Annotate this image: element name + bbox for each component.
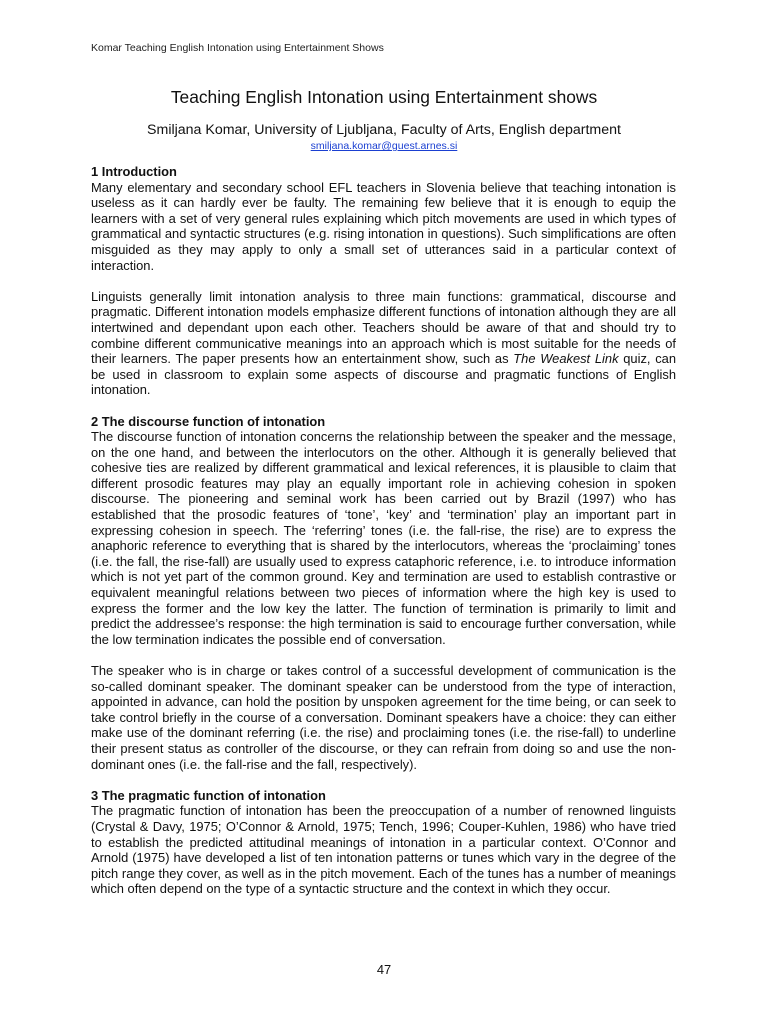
section-heading: 2 The discourse function of intonation: [91, 413, 326, 429]
paragraph: The pragmatic function of intonation has been the preoccupation of a number of renowned linguists (Crystal & Davy, 1975; O’Connor & Arnold, 1975; Tench, 1996; Couper-Kuhlen, 1986) who have tried to establish the predicted attitudinal meanings of intonation in a particular context. O’Connor and Arnold (1975) have developed a list of ten intonation patterns or tunes which vary in the degree of the pitch range they cover, as well as in the pitch movement. Each of the tunes has a number of meanings which often depend on the type of a syntactic structure and the context in which they occur.: [91, 803, 676, 897]
paragraph: Many elementary and secondary school EFL teachers in Slovenia believe that teaching intonation is useless as it can hardly ever be faulty. The remaining few believe that it is enough to equip the learners with a set of very general rules explaining which pitch movements are used in which types of grammatical and syntactic structures (e.g. rising intonation in questions). Such simplifications are often misguided as they may apply to only a small set of utterances said in a particular context of interaction.: [91, 179, 676, 273]
paragraph: The discourse function of intonation concerns the relationship between the speaker and the message, on the one hand, and between the interlocutors on the other. Although it is generally believed that cohesive ties are realized by different grammatical and lexical references, it is plausible to claim that different prosodic features may play an equally important role in achieving cohesion in spoken discourse. The pioneering and seminal work has been carried out by Brazil (1997) who has established that the prosodic features of ‘tone’, ‘key’ and ‘termination’ play an important part in expressing cohesion in speech. The ‘referring’ tones (i.e. the fall-rise, the rise) are to express the anaphoric reference to everything that is shared by the interlocutors, whereas the ‘proclaiming’ tones (i.e. the fall, the rise-fall) are usually used to express cataphoric reference, i.e. to introduce information which is not yet part of the common ground. Key and termination are used to establish contrastive or equivalent meaningful relations between two pieces of information where the high key is used to express the former and the low key the latter. The function of termination is primarily to limit and predict the addressee’s response: the high termination is said to encourage further conversation, while the low termination indicates the possible end of conversation.: [91, 429, 676, 647]
paragraph-text: Linguists generally limit intonation analysis to three main functions: grammatical, discourse and pragmatic. Different intonation models emphasize different functions of intonation although they are all intertwined and dependant upon each other. Teachers should be aware of that and should try to combine different communicative meanings into an approach which is most suitable for the needs of their learners. The paper presents how an entertainment show, such as: [91, 288, 676, 367]
paragraph: The speaker who is in charge or takes control of a successful development of communication is the so-called dominant speaker. The dominant speaker can be understood from the type of interaction, appointed in advance, can hold the position by unspoken agreement for the time being, or can seek to take control briefly in the course of a conversation. Dominant speakers have a choice: they can either make use of the dominant referring (i.e. the rise) and proclaiming tones (i.e. the rise-fall) to underline their present status as controller of the discourse, or they can refrain from doing so and use the non-dominant ones (i.e. the fall-rise and the fall, respectively).: [91, 663, 676, 772]
author-line: Smiljana Komar, University of Ljubljana, Faculty of Arts, English department: [147, 122, 621, 138]
paper-body: [91, 164, 676, 913]
section-heading: 3 The pragmatic function of intonation: [91, 787, 326, 803]
show-title: The Weakest Link: [513, 351, 619, 367]
section-heading: 1 Introduction: [91, 164, 177, 179]
section-introduction: [91, 164, 676, 398]
paragraph-text: quiz, can be used in classroom to explain some aspects of discourse and pragmatic functions of English intonation.: [91, 351, 676, 398]
author-email-link[interactable]: smiljana.komar@guest.arnes.si: [310, 140, 458, 152]
page-number: 47: [376, 962, 392, 977]
section-discourse-function: [91, 414, 676, 773]
section-pragmatic-function: [91, 788, 676, 897]
running-header: Komar Teaching English Intonation using Entertainment Shows: [91, 42, 384, 54]
paper-title: Teaching English Intonation using Entertainment shows: [170, 87, 598, 107]
paragraph: [91, 289, 676, 398]
